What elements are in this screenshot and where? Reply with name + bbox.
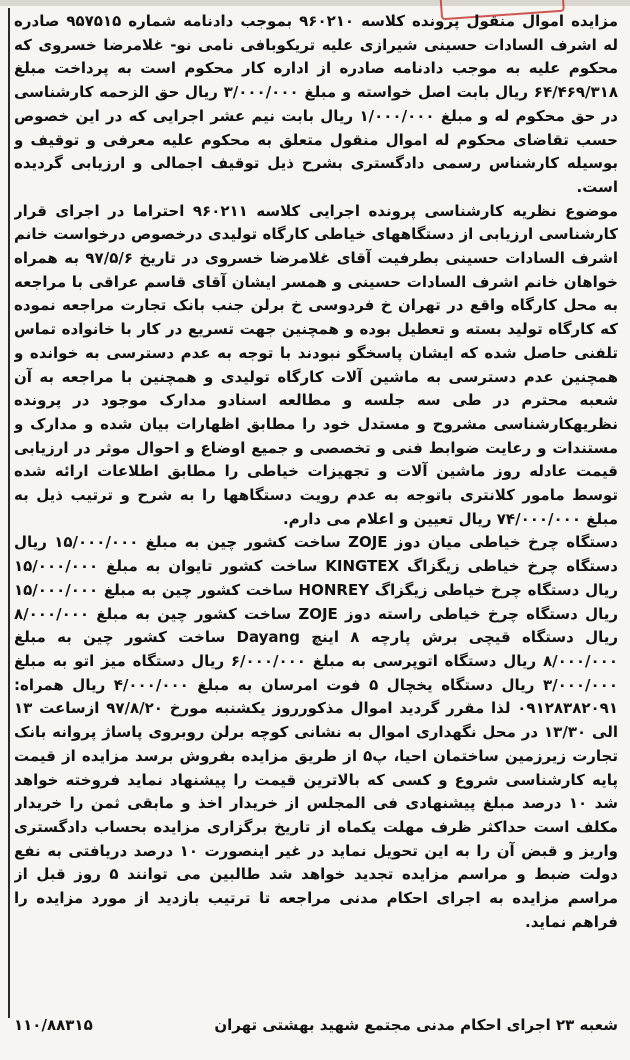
notice-footer: [14, 1012, 618, 1038]
issuing-office: شعبه ۲۳ اجرای احکام مدنی مجتمع شهید بهشتی تهران: [214, 1016, 618, 1034]
notice-paragraph-intro: مزایده اموال منقول پرونده کلاسه ۹۶۰۲۱۰ بموجب دادنامه شماره ۹۵۷۵۱۵ صادره له اشرف السادات حسینی شیرازی علیه تریکوبافی نامی نو- غلامرضا خسروی که محکوم علیه به موجب دادنامه صادره از اداره کار محکوم است به پرداخت مبلغ ۶۴/۴۶۹/۳۱۸ ریال بابت اصل خواسته و مبلغ ۳/۰۰۰/۰۰۰ ریال حق الزحمه کارشناسی در حق محکوم له و مبلغ ۱/۰۰۰/۰۰۰ ریال بابت نیم عشر اجرایی که در این خصوص حسب تقاضای محکوم له اموال منقول متعلق به محکوم علیه معرفی و توقیف و بوسیله کارشناس رسمی دادگستری بشرح ذیل توقیف اجمالی و ارزیابی گردیده است.: [14, 12, 618, 196]
auction-notice-body: [14, 10, 618, 1010]
notice-code: ۱۱۰/۸۸۳۱۵: [14, 1016, 93, 1034]
notice-paragraph-expert-opinion: موضوع نظریه کارشناسی پرونده اجرایی کلاسه ۹۶۰۲۱۱ احتراما در اجرای قرار کارشناسی ارزیابی از دستگاههای خیاطی کارگاه تولیدی درخصوص درخواست خانم اشرف السادات حسینی بطرفیت آقای غلامرضا خسروی در تاریخ ۹۷/۵/۶ به همراه خواهان خانم اشرف السادات حسینی و همسر ایشان آقای قاسم عراقی با مراجعه به محل کارگاه واقع در تهران خ فردوسی خ برلن جنب بانک تجارت مراجعه نموده که کارگاه تولید بسته و تعطیل بوده و همچنین جهت تسریع در کار با خانواده تماس تلفنی حاصل شده که ایشان پاسخگو نبودند با توجه به عدم دسترسی به خوانده و همچنین عدم دسترسی به ماشین آلات کارگاه تولیدی و همچنین با مراجعه به آن شعبه محترم در طی سه جلسه و مطالعه اسنادو مدارک موجود در پرونده نظریهکارشناسی مشروح و مستدل خود را مطابق اظهارات بیان شده و مدارک و مستندات و رعایت ضوابط فنی و تخصصی و جمیع اوضاع و احوال موثر در ارزیابی قیمت عادله روز ماشین آلات و تجهیزات خیاطی را مطابق اطلاعات ارائه شده توسط مامور کلانتری باتوجه به عدم رویت دستگاهها را به شرح و ترتیب ذیل به مبلغ ۷۴/۰۰۰/۰۰۰ ریال تعیین و اعلام می دارم.: [14, 201, 618, 528]
notice-paragraph-items-and-terms: دستگاه چرخ خیاطی میان دوز ZOJE ساخت کشور چین به مبلغ ۱۵/۰۰۰/۰۰۰ ریال دستگاه چرخ خیاطی زیگزاگ KINGTEX ساخت کشور تایوان به مبلغ ۱۵/۰۰۰/۰۰۰ ریال دستگاه چرخ خیاطی زیگزاگ HONREY ساخت کشور چین به مبلغ ۱۵/۰۰۰/۰۰۰ ریال دستگاه چرخ خیاطی راسته دوز ZOJE ساخت کشور چین به مبلغ ۸/۰۰۰/۰۰۰ ریال دستگاه قیچی برش پارچه ۸ اینچ Dayang ساخت کشور چین به مبلغ ۸/۰۰۰/۰۰۰ ریال دستگاه اتوپرسی به مبلغ ۶/۰۰۰/۰۰۰ ریال دستگاه میز اتو به مبلغ ۳/۰۰۰/۰۰۰ ریال دستگاه یخچال ۵ فوت امرسان به مبلغ ۴/۰۰۰/۰۰۰ ریال همراه: ۰۹۱۲۸۳۸۲۰۹۱ لذا مقرر گردید اموال مذکورروز یکشنبه مورخ ۹۷/۸/۲۰ ازساعت ۱۳ الی ۱۳/۳۰ در محل نگهداری اموال به نشانی کوچه برلن روبروی پاساژ پروانه بانک تجارت زیرزمین ساختمان احیا، پ۵ از طریق مزایده بفروش برسد مزایده از قیمت پایه کارشناسی شروع و کسی که بالاترین قیمت را پیشنهاد نماید فروخته خواهد شد ۱۰ درصد مبلغ پیشنهادی فی المجلس از خریدار اخذ و مابقی ثمن را خریدار مکلف است حداکثر ظرف مهلت یکماه از تاریخ برگزاری مزایده بحساب دادگستری واریز و قبض آن را به این تحویل نماید در غیر اینصورت ۱۰ درصد دریافتی به نفع دولت ضبط و مراسم مزایده تجدید خواهد شد طالبین می توانند ۵ روز قبل از مراسم مزایده به اجرای احکام مدنی مراجعه تا ترتیب بازدید از مورد مزایده را فراهم نماید.: [14, 533, 618, 931]
left-border-line: [8, 8, 10, 1018]
